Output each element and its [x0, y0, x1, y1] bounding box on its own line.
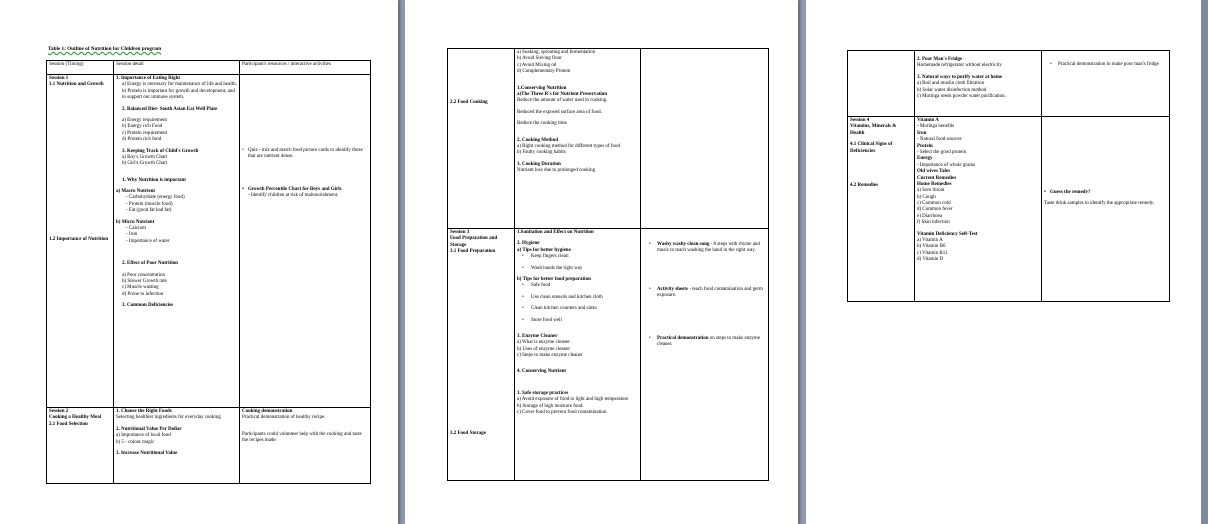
document-page-3 [806, 0, 1201, 524]
session-cell: Session 4 Vitamins, Minerals & Health 4.1 Clinical Signs of Deficiencies 4.2 Remedies [848, 117, 915, 302]
header-detail: Session detail [114, 61, 240, 75]
program-table-page-2 [447, 48, 769, 481]
detail-cell: 1. Choose the Right Foods Selecting healthier ingredients for everyday cooking 2. Nutritional Value Per Dollar a) Importance of local food b) 5 - colour magic 3. Increase Nutritional Value [114, 408, 240, 484]
resources-cell: • Guess the remedy? Taste drink samples to identify the appropriate remedy. [1042, 117, 1170, 302]
table-row [848, 117, 1170, 302]
header-resources: Participant's resources / interactive activities [240, 61, 371, 75]
resources-cell: • Practical demonstration to make poor man's fridge [1042, 51, 1170, 117]
detail-cell: a) Soaking, sprouting and fermentation b) Avoid Sieving flour c) Avoid Mixing oil d) Complementary Protein 1.Conserving Nutrition a)The Three R's for Nutrient Preservation Reduce the amount of water used in cooking. Reduced the exposed surface area of food. Reduce the cooking time 2. Cooking Method a) Right cooking method for different types of food b) Faulty cooking habits 3. Cooking Duration Nutrient loss due to prolonged cooking [515, 49, 641, 229]
detail-cell: 1.Sanitation and Effect on Nutrition 2. Hygiene a) Tips for better hygiene • Keep fingers clean • Wash hands the right way b) Tips for better food preparation • Safe food • Use clean utensils and kitchen cloth • Clean kitchen counters and sinks • Store food well 3. Enzyme Cleaner a) What is enzyme cleaner b) Uses of enzyme cleaner c) Steps to make enzyme cleaner 4. Conserving Nutrient 1. Safe storage practices a) Avoid exposure of food to light and high temperature b) Storage of high moisture food. c) Cover food to prevent food contamination. [515, 229, 641, 481]
table-row [848, 51, 1170, 117]
resources-cell: • Quiz - mix and match food picture cards to identify those that are nutrient dense. • Growth Percentile Chart for Boys and Girls - Identify children at risk of malnourishment. [240, 75, 371, 408]
table-row [448, 49, 769, 229]
session-cell: Session 2 Cooking a Healthy Meal 2.1 Food Selection [47, 408, 114, 484]
detail-cell: Vitamin A - Moringa benefits Iron - Natural food sources Protein - Select the good protein Energy - Importance of whole grains Old wives Tales Current Remedies Home Remedies a) Sore throat b) Cough c) Common cold d) Common fever e) Diarrhoea f) Skin infection Vitamin Deficiency Self-Test a) Vitamin A b) Vitamin B6 c) Vitamin B11 d) Vitamin D [915, 117, 1042, 302]
session-cell: Session 1 1.1 Nutrition and Growth 1.2 Importance of Nutrition [47, 75, 114, 408]
window-edge [1201, 0, 1208, 524]
detail-cell: 2. Poor Man's Fridge Homemade refrigerator without electricity 3. Natural ways to purify water at home a) Boil and muslin cloth filtration b) Solar water disinfection method c) Moringa seeds powder water purification. [915, 51, 1042, 117]
table-caption: Table 1: Outline of Nutrition for Children program [48, 46, 162, 52]
session-cell: Session 3 Food Preparation and Storage 3.1 Food Preparation 3.2 Food Storage [448, 229, 515, 481]
header-session: Session (Timing) [47, 61, 114, 75]
document-page-2 [405, 0, 798, 524]
resources-cell: Cooking demonstration Practical demonstration of healthy recipe. Participants could volunteer help with the cooking and taste the recipes made. [240, 408, 371, 484]
resources-cell [641, 49, 769, 229]
detail-cell: 1. Importance of Eating Right a) Energy is necessary for maintenance of life and health. b) Protein is important for growth and development, and to support our immune system. 2. Balanced Diet- South Asian Eat Well Plate a) Energy requirement b) Energy rich Food c) Protein requirement d) Protein rich food 3. Keeping Track of Child's Growth a) Boy's Growth Chart b) Girl's Growth Chart 1. Why Nutrition is important a) Macro Nutrient - Carbohydrate (energy food) - Protein (muscle food) - Fat (good fat bad fat) b) Micro Nutrient - Calcium - Iron - Importance of water 2. Effect of Poor Nutrition a) Poor concentration b) Slower Growth rate c) Muscle wasting d) Prone to infection 3. Common Deficiencies [114, 75, 240, 408]
table-row [448, 229, 769, 481]
session-cell [848, 51, 915, 117]
program-table-page-3 [847, 50, 1170, 302]
document-page-1 [0, 0, 398, 524]
session-cell: 2.2 Food Cooking [448, 49, 515, 229]
table-row [47, 75, 371, 408]
table-row [47, 408, 371, 484]
table-header-row [47, 61, 371, 75]
program-table-page-1 [46, 60, 371, 484]
resources-cell: • Washy washy clean song - 8 steps with rhyme and music to teach washing the hand in the right way. • Activity sheets - teach food contamination and germ exposure. • Practical demonstration on steps to make enzyme cleaner. [641, 229, 769, 481]
